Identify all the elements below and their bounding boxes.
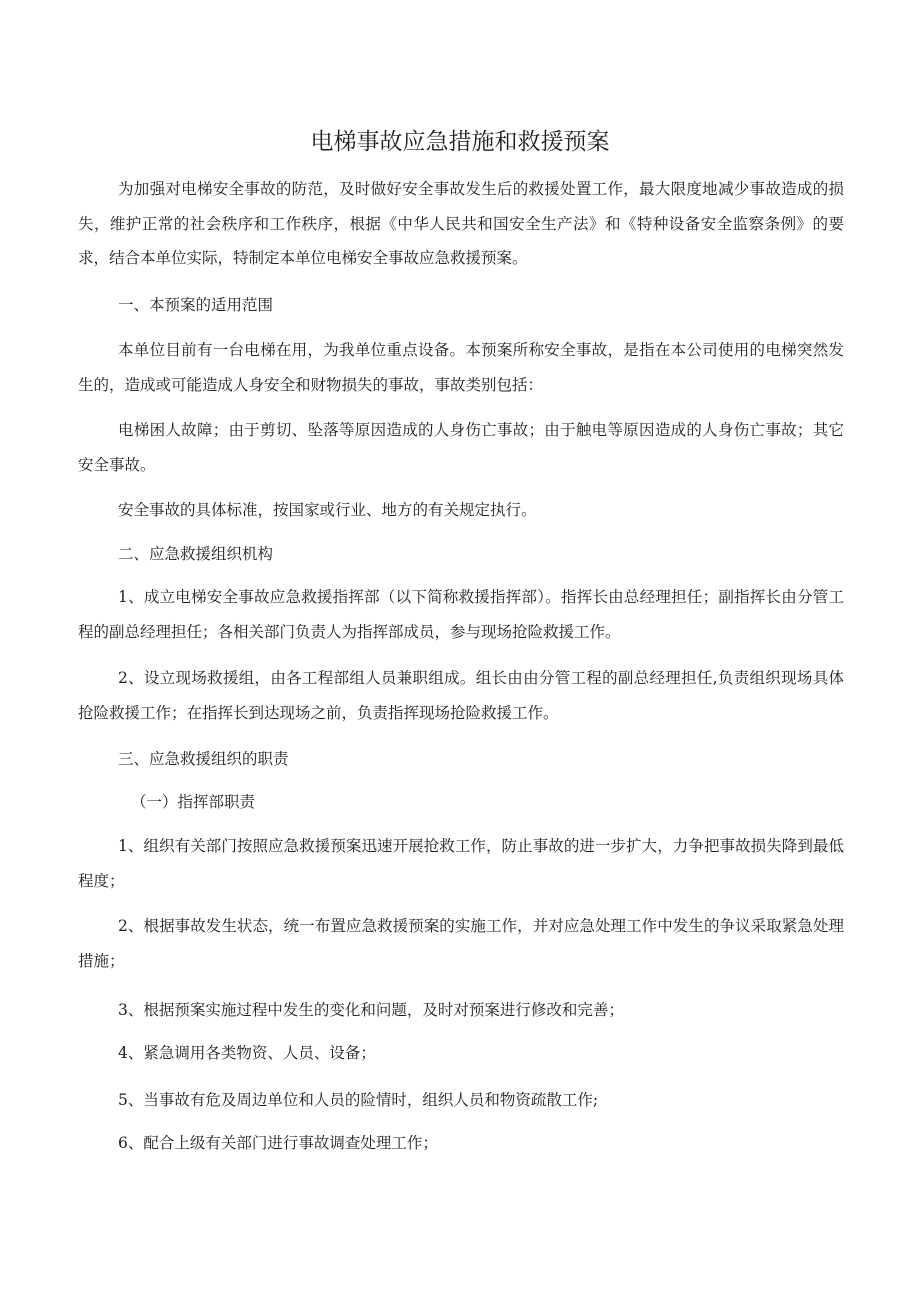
subsection-heading-command: （一）指挥部职责	[131, 793, 256, 811]
duty-item-4: 4、紧急调用各类物资、人员、设备；	[118, 1044, 376, 1062]
intro-paragraph: 为加强对电梯安全事故的防范，及时做好安全事故发生后的救援处置工作，最大限度地减少事故造成的损失，维护正常的社会秩序和工作秩序，根据《中华人民共和国安全生产法》和《特种设备安全监察条例》的要求，结合本单位实际，特制定本单位电梯安全事故应急救援预案。	[78, 180, 844, 267]
duty-item-6: 6、配合上级有关部门进行事故调查处理工作；	[118, 1134, 438, 1152]
accident-types-paragraph: 电梯困人故障；由于剪切、坠落等原因造成的人身伤亡事故；由于触电等原因造成的人身伤亡事故；其它安全事故。	[78, 421, 844, 474]
organization-item-2: 2、设立现场救援组，由各工程部组人员兼职组成。组长由由分管工程的副总经理担任,负责组织现场具体抢险救援工作；在指挥长到达现场之前，负责指挥现场抢险救援工作。	[78, 669, 844, 722]
section-heading-organization: 二、应急救援组织机构	[118, 545, 274, 563]
duty-item-3: 3、根据预案实施过程中发生的变化和问题，及时对预案进行修改和完善；	[118, 1001, 624, 1019]
document-title: 电梯事故应急措施和救援预案	[310, 129, 610, 155]
duty-item-2: 2、根据事故发生状态，统一布置应急救援预案的实施工作，并对应急处理工作中发生的争议采取紧急处理措施；	[78, 917, 844, 970]
organization-item-1: 1、成立电梯安全事故应急救援指挥部（以下简称救援指挥部）。指挥长由总经理担任；副指挥长由分管工程的副总经理担任；各相关部门负责人为指挥部成员，参与现场抢险救援工作。	[78, 588, 844, 641]
section-heading-duties: 三、应急救援组织的职责	[118, 750, 289, 768]
section-heading-scope: 一、本预案的适用范围	[118, 296, 274, 314]
duty-item-1: 1、组织有关部门按照应急救援预案迅速开展抢救工作，防止事故的进一步扩大，力争把事故损失降到最低程度；	[78, 837, 844, 890]
standards-paragraph: 安全事故的具体标准，按国家或行业、地方的有关规定执行。	[118, 501, 537, 519]
duty-item-5: 5、当事故有危及周边单位和人员的险情时，组织人员和物资疏散工作;	[118, 1091, 599, 1109]
scope-paragraph: 本单位目前有一台电梯在用，为我单位重点设备。本预案所称安全事故，是指在本公司使用的电梯突然发生的，造成或可能造成人身安全和财物损失的事故，事故类别包括：	[78, 341, 844, 394]
